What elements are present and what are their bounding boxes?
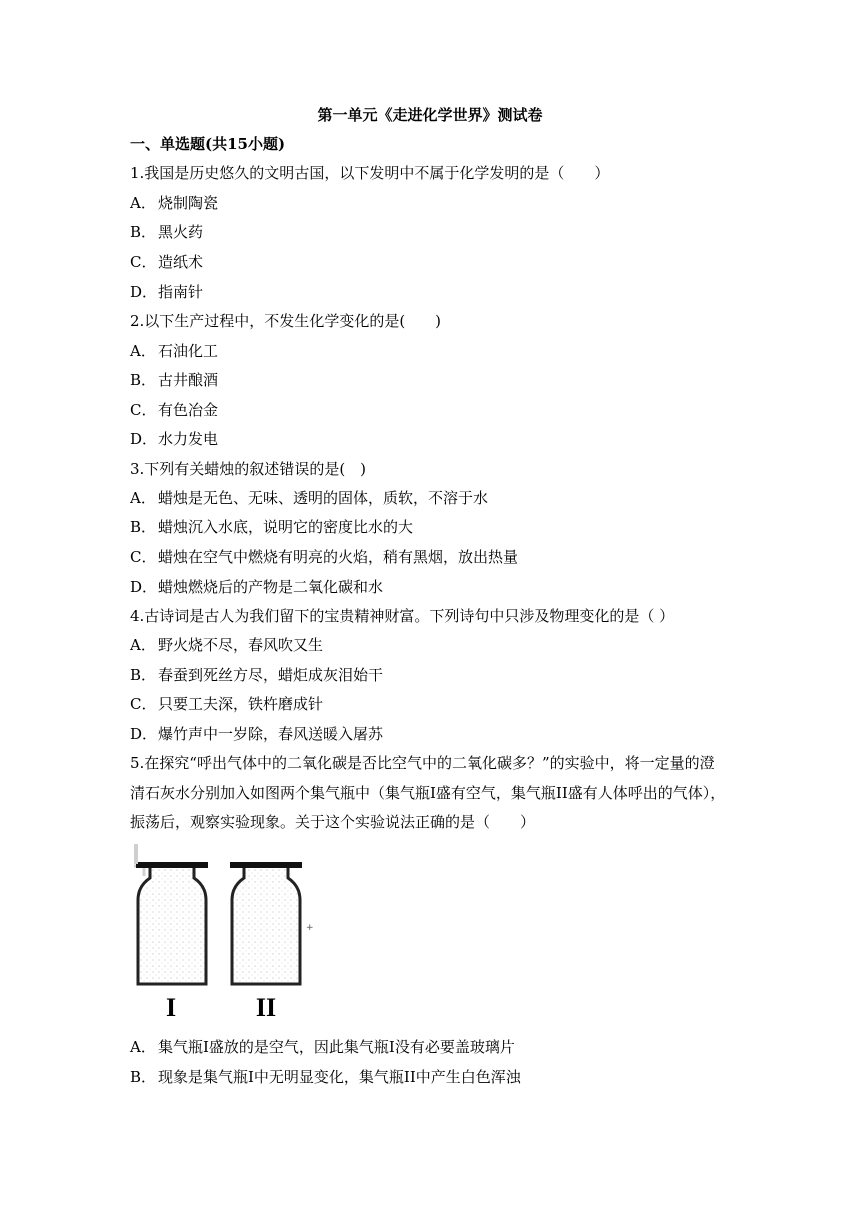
bottle-ii — [230, 862, 314, 984]
option-letter: B． — [130, 518, 157, 536]
option-letter: A． — [130, 1038, 156, 1056]
option-letter: A． — [130, 194, 156, 212]
question-3-option-c[interactable] — [130, 546, 518, 568]
option-letter: D． — [130, 430, 158, 448]
glass-plate — [230, 862, 302, 868]
question-1-stem: 1.我国是历史悠久的文明古国，以下发明中不属于化学发明的是（ ） — [130, 164, 610, 182]
option-letter: D． — [130, 578, 158, 596]
option-letter: D． — [130, 283, 158, 301]
option-letter: B． — [130, 666, 157, 684]
option-letter: D． — [130, 725, 158, 743]
question-5-stem-line-1: 5.在探究“呼出气体中的二氧化碳是否比空气中的二氧化碳多？”的实验中，将一定量的澄 — [130, 754, 715, 772]
question-3-option-b[interactable] — [130, 516, 413, 538]
question-4-option-b[interactable] — [130, 664, 383, 686]
question-2-option-d[interactable] — [130, 428, 218, 450]
option-text: 黑火药 — [158, 223, 204, 241]
question-5-stem-line-3: 振荡后，观察实验现象。关于这个实验说法正确的是（ ） — [130, 813, 536, 831]
option-letter: C． — [130, 401, 157, 419]
option-letter: C． — [130, 253, 157, 271]
question-3-stem: 3.下列有关蜡烛的叙述错误的是( ) — [130, 460, 367, 478]
option-text: 石油化工 — [158, 342, 219, 360]
option-letter: B． — [130, 371, 157, 389]
question-1-option-b[interactable] — [130, 221, 203, 243]
page-title: 第一单元《走进化学世界》测试卷 — [317, 106, 543, 124]
option-text: 烧制陶瓷 — [158, 194, 219, 212]
question-2-option-b[interactable] — [130, 369, 218, 391]
option-text: 春蚕到死丝方尽，蜡炬成灰泪始干 — [158, 666, 384, 684]
option-text: 古井酿酒 — [158, 371, 219, 389]
question-4-stem: 4.古诗词是古人为我们留下的宝贵精神财富。下列诗句中只涉及物理变化的是（ ） — [130, 607, 675, 625]
option-text: 蜡烛燃烧后的产物是二氧化碳和水 — [158, 578, 384, 596]
option-text: 蜡烛是无色、无味、透明的固体，质软，不溶于水 — [158, 489, 489, 507]
bottle-ii-label: II — [255, 993, 277, 1022]
option-text: 爆竹声中一岁除，春风送暖入屠苏 — [158, 725, 384, 743]
bottle-i-label: I — [165, 993, 177, 1022]
option-text: 蜡烛在空气中燃烧有明亮的火焰，稍有黑烟，放出热量 — [158, 548, 519, 566]
option-text: 现象是集气瓶I中无明显变化，集气瓶II中产生白色浑浊 — [158, 1068, 521, 1086]
question-4-option-d[interactable] — [130, 723, 383, 745]
option-text: 集气瓶I盛放的是空气，因此集气瓶I没有必要盖玻璃片 — [158, 1038, 515, 1056]
svg-text:+: + — [306, 923, 314, 933]
option-text: 野火烧不尽，春风吹又生 — [158, 636, 324, 654]
option-letter: A． — [130, 636, 156, 654]
option-text: 有色冶金 — [158, 401, 219, 419]
question-2-stem: 2.以下生产过程中，不发生化学变化的是( ) — [130, 312, 442, 330]
option-letter: C． — [130, 548, 157, 566]
question-2-option-c[interactable] — [130, 399, 218, 421]
question-1-option-d[interactable] — [130, 281, 203, 303]
option-letter: A． — [130, 342, 156, 360]
question-3-option-d[interactable] — [130, 576, 383, 598]
question-5-option-a[interactable] — [130, 1036, 515, 1058]
question-1-option-c[interactable] — [130, 251, 203, 273]
gas-bottles-figure — [128, 838, 328, 1023]
question-2-option-a[interactable] — [130, 340, 218, 362]
question-5-stem-line-2: 清石灰水分别加入如图两个集气瓶中（集气瓶I盛有空气，集气瓶II盛有人体呼出的气体）， — [130, 784, 726, 802]
glass-plate — [136, 862, 208, 868]
question-5-option-b[interactable] — [130, 1066, 521, 1088]
option-letter: B． — [130, 223, 157, 241]
option-text: 水力发电 — [158, 430, 219, 448]
question-4-option-a[interactable] — [130, 634, 323, 656]
option-text: 只要工夫深，铁杵磨成针 — [158, 695, 324, 713]
option-text: 蜡烛沉入水底，说明它的密度比水的大 — [158, 518, 414, 536]
option-letter: A． — [130, 489, 156, 507]
question-1-option-a[interactable] — [130, 192, 218, 214]
option-letter: B． — [130, 1068, 157, 1086]
bottle-i — [134, 844, 208, 984]
option-letter: C． — [130, 695, 157, 713]
question-4-option-c[interactable] — [130, 693, 323, 715]
section-heading: 一、单选题(共15小题) — [130, 135, 286, 153]
option-text: 指南针 — [158, 283, 204, 301]
option-text: 造纸术 — [158, 253, 204, 271]
question-3-option-a[interactable] — [130, 487, 488, 509]
